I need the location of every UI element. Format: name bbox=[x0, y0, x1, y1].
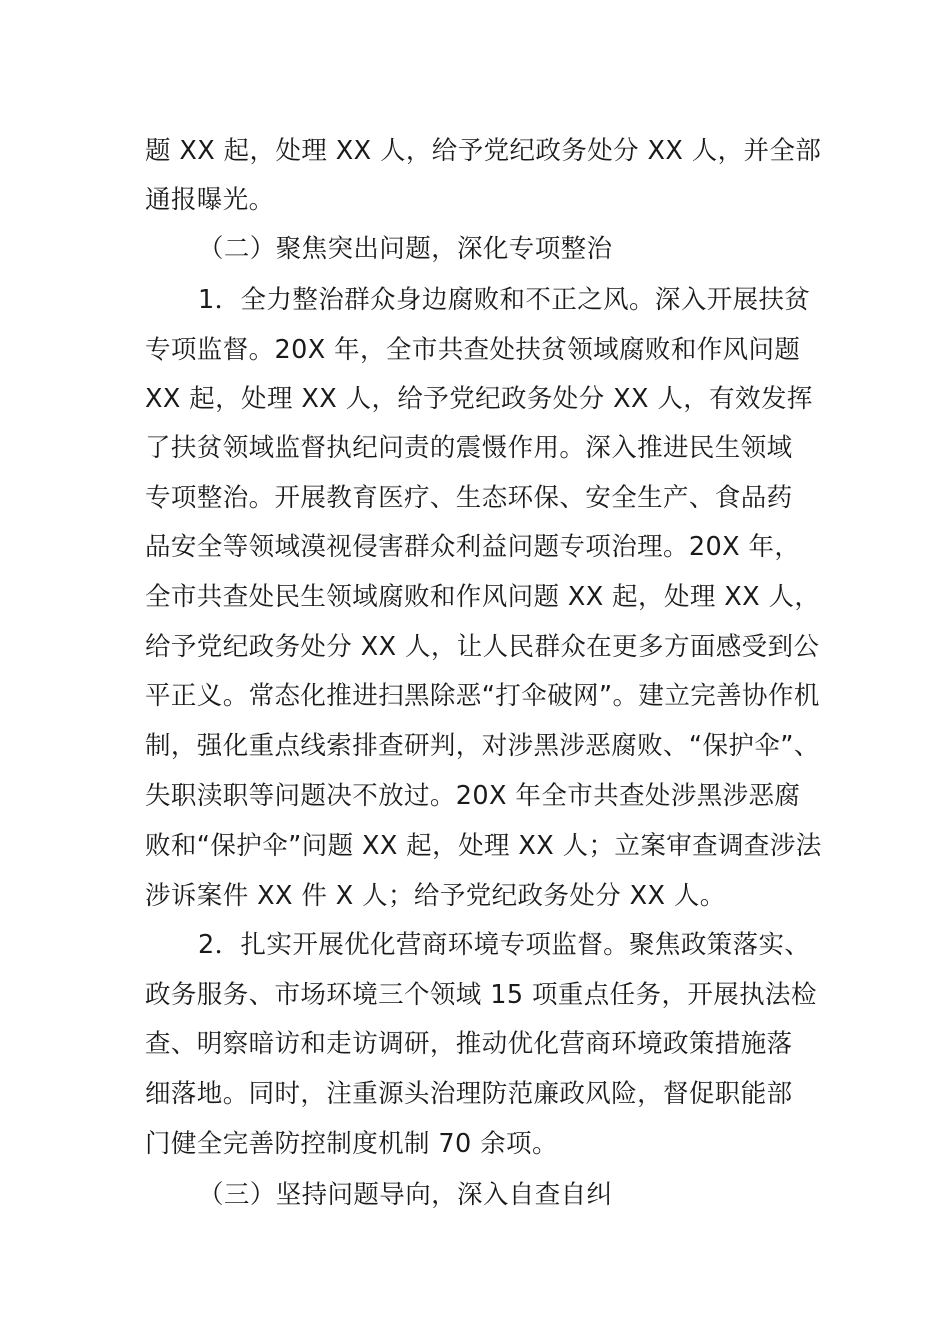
text-line: 1．全力整治群众身边腐败和不正之风。深入开展扶贫 bbox=[198, 285, 811, 315]
text-line: XX 起，处理 XX 人，给予党纪政务处分 XX 人，有效发挥 bbox=[145, 384, 813, 414]
text-line: 制，强化重点线索排查研判，对涉黑涉恶腐败、“保护伞”、 bbox=[145, 731, 820, 761]
text-line: 品安全等领域漠视侵害群众利益问题专项治理。20X 年， bbox=[145, 532, 801, 562]
text-line: 失职渎职等问题决不放过。20X 年全市共查处涉黑涉恶腐 bbox=[145, 781, 801, 811]
text-line: 败和“保护伞”问题 XX 起，处理 XX 人；立案审查调查涉法 bbox=[145, 831, 822, 861]
text-line: 查、明察暗访和走访调研，推动优化营商环境政策措施落 bbox=[145, 1029, 793, 1059]
text-line: 题 XX 起，处理 XX 人，给予党纪政务处分 XX 人，并全部 bbox=[145, 136, 822, 166]
text-line: 通报曝光。 bbox=[145, 185, 275, 215]
text-line: 了扶贫领域监督执纪问责的震慑作用。深入推进民生领域 bbox=[145, 433, 793, 463]
text-line: 平正义。常态化推进扫黑除恶“打伞破网”。建立完善协作机 bbox=[145, 681, 820, 711]
section-heading: （二）聚焦突出问题，深化专项整治 bbox=[198, 234, 613, 264]
text-line: 专项监督。20X 年，全市共查处扶贫领域腐败和作风问题 bbox=[145, 335, 801, 365]
text-line: 细落地。同时，注重源头治理防范廉政风险，督促职能部 bbox=[145, 1079, 793, 1109]
text-line: 门健全完善防控制度机制 70 余项。 bbox=[145, 1129, 558, 1159]
text-line: 2．扎实开展优化营商环境专项监督。聚焦政策落实、 bbox=[198, 930, 811, 960]
text-line: 政务服务、市场环境三个领域 15 项重点任务，开展执法检 bbox=[145, 980, 817, 1010]
text-line: 全市共查处民生领域腐败和作风问题 XX 起，处理 XX 人， bbox=[145, 582, 821, 612]
text-line: 专项整治。开展教育医疗、生态环保、安全生产、食品药 bbox=[145, 483, 793, 513]
text-line: 涉诉案件 XX 件 X 人；给予党纪政务处分 XX 人。 bbox=[145, 881, 726, 911]
text-line: 给予党纪政务处分 XX 人，让人民群众在更多方面感受到公 bbox=[145, 632, 820, 662]
section-heading: （三）坚持问题导向，深入自查自纠 bbox=[198, 1180, 613, 1210]
